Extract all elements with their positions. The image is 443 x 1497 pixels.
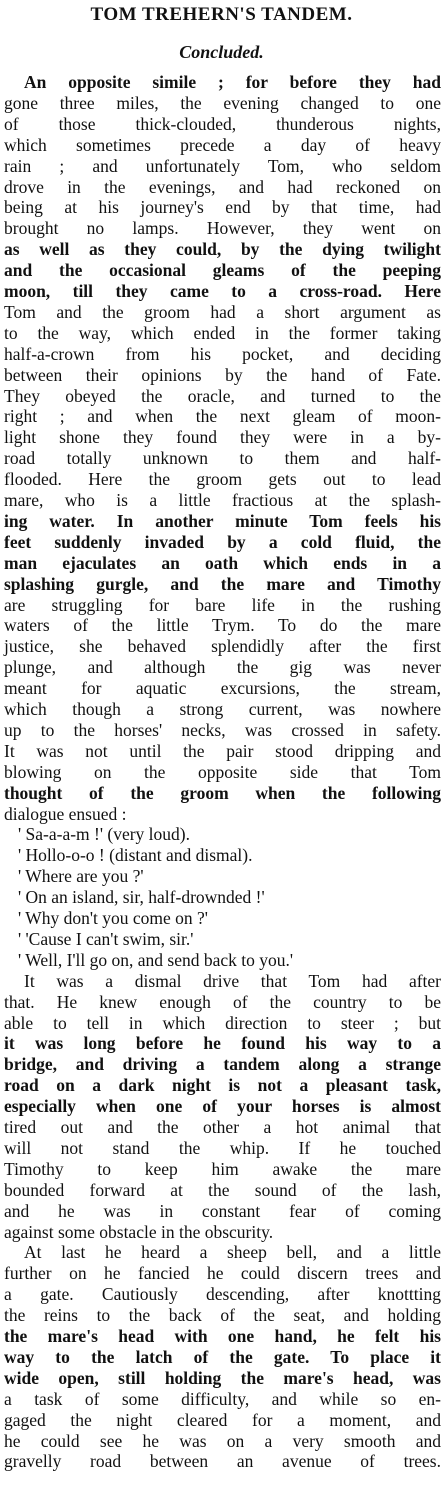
- text-line: bridge, and driving a tandem along a strange: [4, 1054, 441, 1075]
- text-line: bounded forward at the sound of the lash,: [4, 1179, 441, 1200]
- text-line: will not stand the whip. If he touched: [4, 1137, 441, 1158]
- text-line: between their opinions by the hand of Fate.: [4, 364, 441, 385]
- text-line: ' On an island, sir, half-drownded !': [18, 887, 265, 908]
- text-line: gravelly road between an avenue of trees.: [4, 1451, 441, 1472]
- text-line: thought of the groom when the following: [4, 782, 441, 803]
- text-line: It was a dismal drive that Tom had after: [24, 970, 441, 991]
- text-line: against some obstacle in the obscurity.: [4, 1221, 274, 1242]
- text-line: dialogue ensued :: [4, 803, 127, 824]
- text-line: up to the horses' necks, was crossed in safety.: [4, 719, 441, 740]
- text-line: ' Sa-a-a-m !' (very loud).: [18, 824, 191, 845]
- text-line: An opposite simile ; for before they had: [24, 72, 441, 92]
- text-line: especially when one of your horses is almost: [4, 1096, 441, 1117]
- text-line: waters of the little Trym. To do the mare: [4, 615, 441, 636]
- text-line: ing water. In another minute Tom feels his: [4, 510, 441, 531]
- text-line: brought no lamps. However, they went on: [4, 218, 441, 239]
- text-line: justice, she behaved splendidly after the first: [4, 636, 441, 657]
- text-line: ' Hollo-o-o ! (distant and dismal).: [18, 845, 253, 866]
- text-line: man ejaculates an oath which ends in a: [4, 552, 441, 573]
- text-line: the reins to the back of the seat, and holding: [4, 1305, 441, 1326]
- text-line: ' Why don't you come on ?': [18, 908, 208, 928]
- text-line: and the occasional gleams of the peeping: [4, 260, 441, 281]
- text-line: light shone they found they were in a by-: [4, 427, 441, 448]
- article-title: TOM TREHERN'S TANDEM.: [90, 4, 353, 25]
- text-line: he could see he was on a very smooth and: [4, 1430, 441, 1451]
- text-line: wide open, still holding the mare's head, was: [4, 1367, 441, 1388]
- text-line: rain ; and unfortunately Tom, who seldom: [4, 155, 441, 176]
- text-line: moon, till they came to a cross-road. Here: [4, 281, 441, 301]
- text-line: are struggling for bare life in the rushing: [4, 594, 441, 615]
- text-line: a gate. Cautiously descending, after knottting: [4, 1284, 441, 1305]
- text-line: which though a strong current, was nowhere: [4, 699, 441, 719]
- text-line: to the way, which ended in the former taking: [4, 322, 441, 343]
- text-line: gaged the night cleared for a moment, and: [4, 1409, 441, 1430]
- text-line: plunge, and although the gig was never: [4, 657, 441, 678]
- text-line: mare, who is a little fractious at the splash-: [4, 490, 441, 510]
- article-subtitle: Concluded.: [179, 42, 264, 62]
- text-line: road totally unknown to them and half-: [4, 448, 441, 469]
- text-line: Tom and the groom had a short argument as: [4, 301, 441, 322]
- text-line: it was long before he found his way to a: [4, 1033, 441, 1054]
- text-line: right ; and when the next gleam of moon-: [4, 406, 441, 427]
- text-line: being at his journey's end by that time, had: [4, 197, 441, 218]
- text-line: It was not until the pair stood dripping and: [4, 740, 441, 761]
- text-line: Timothy to keep him awake the mare: [4, 1158, 441, 1179]
- text-line: and he was in constant fear of coming: [4, 1200, 441, 1221]
- text-line: able to tell in which direction to steer ; but: [4, 1012, 441, 1033]
- text-line: road on a dark night is not a pleasant task,: [4, 1075, 441, 1096]
- text-line: half-a-crown from his pocket, and deciding: [4, 343, 441, 364]
- text-line: flooded. Here the groom gets out to lead: [4, 469, 441, 490]
- text-line: feet suddenly invaded by a cold fluid, the: [4, 531, 441, 552]
- text-line: that. He knew enough of the country to be: [4, 991, 441, 1012]
- text-line: drove in the evenings, and had reckoned on: [4, 176, 441, 197]
- text-line: as well as they could, by the dying twilight: [4, 239, 441, 260]
- text-line: At last he heard a sheep bell, and a little: [24, 1242, 441, 1263]
- text-line: which sometimes precede a day of heavy: [4, 134, 441, 155]
- text-line: ' Where are you ?': [18, 866, 144, 887]
- text-line: splashing gurgle, and the mare and Timothy: [4, 573, 441, 594]
- text-line: tired out and the other a hot animal that: [4, 1117, 441, 1137]
- text-line: They obeyed the oracle, and turned to the: [4, 385, 441, 406]
- text-line: of those thick-clouded, thunderous nights,: [4, 113, 441, 134]
- text-line: blowing on the opposite side that Tom: [4, 761, 441, 782]
- text-line: a task of some difficulty, and while so en-: [4, 1388, 441, 1409]
- text-line: gone three miles, the evening changed to one: [4, 92, 441, 113]
- text-line: the mare's head with one hand, he felt his: [4, 1326, 441, 1346]
- text-line: ' Well, I'll go on, and send back to you.': [18, 949, 294, 970]
- text-line: further on he fancied he could discern trees and: [4, 1263, 441, 1284]
- text-line: way to the latch of the gate. To place it: [4, 1346, 441, 1367]
- text-line: ' 'Cause I can't swim, sir.': [18, 928, 194, 949]
- text-line: meant for aquatic excursions, the stream,: [4, 678, 441, 699]
